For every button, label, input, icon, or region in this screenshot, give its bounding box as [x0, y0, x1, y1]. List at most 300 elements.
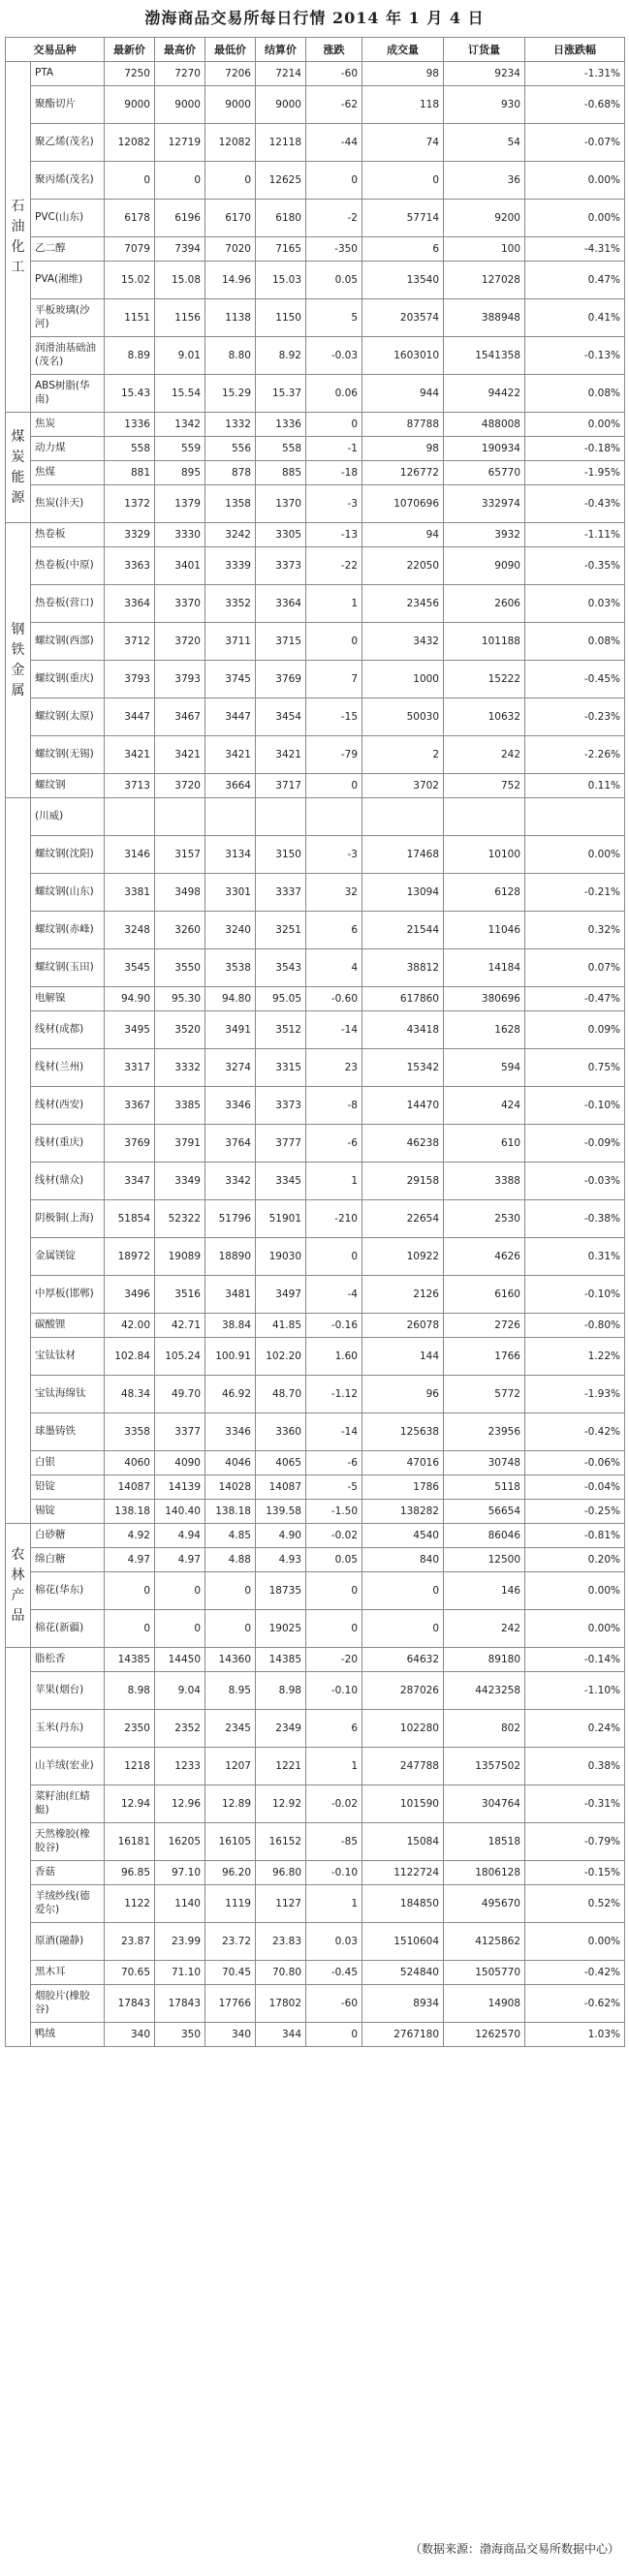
value-cell: 3538 [205, 949, 256, 987]
value-cell: 0.08% [525, 375, 625, 413]
value-cell: -0.81% [525, 1524, 625, 1548]
value-cell: 930 [444, 86, 525, 124]
product-name: 棉花(华东) [31, 1572, 105, 1610]
value-cell: 15.37 [256, 375, 306, 413]
value-cell: 18518 [444, 1823, 525, 1861]
value-cell: 2 [362, 736, 444, 774]
product-name: ABS树脂(华南) [31, 375, 105, 413]
value-cell: 3358 [105, 1413, 155, 1451]
value-cell: 3367 [105, 1087, 155, 1125]
product-name: 焦炭(沣天) [31, 485, 105, 523]
product-name: 聚乙烯(茂名) [31, 124, 105, 162]
table-row [6, 262, 625, 299]
value-cell: 3421 [105, 736, 155, 774]
category-cell: 石 油 化 工 [6, 62, 31, 413]
column-header: 结算价 [256, 38, 306, 62]
value-cell: 1332 [205, 413, 256, 437]
value-cell [444, 798, 525, 836]
value-cell [105, 798, 155, 836]
value-cell: 1140 [155, 1885, 205, 1923]
value-cell: 3345 [256, 1163, 306, 1200]
value-cell: 15.02 [105, 262, 155, 299]
value-cell: 47016 [362, 1451, 444, 1475]
value-cell: 3720 [155, 623, 205, 661]
value-cell: 2606 [444, 585, 525, 623]
value-cell: 340 [105, 2023, 155, 2047]
value-cell: 70.80 [256, 1961, 306, 1985]
table-row [6, 836, 625, 874]
value-cell: 15.29 [205, 375, 256, 413]
value-cell: 1.22% [525, 1338, 625, 1376]
value-cell: 38.84 [205, 1314, 256, 1338]
table-row [6, 1648, 625, 1672]
product-name: 棉花(新疆) [31, 1610, 105, 1648]
table-row [6, 585, 625, 623]
value-cell: 3342 [205, 1163, 256, 1200]
value-cell: 0 [205, 1572, 256, 1610]
table-row [6, 1376, 625, 1413]
value-cell: 56654 [444, 1500, 525, 1524]
value-cell: 3495 [105, 1011, 155, 1049]
value-cell: 3364 [256, 585, 306, 623]
value-cell: -62 [306, 86, 362, 124]
value-cell: 0 [306, 623, 362, 661]
value-cell: 15.03 [256, 262, 306, 299]
value-cell: 3251 [256, 912, 306, 949]
value-cell: 4.90 [256, 1524, 306, 1548]
value-cell: 13540 [362, 262, 444, 299]
table-row [6, 1276, 625, 1314]
value-cell: 1207 [205, 1748, 256, 1785]
value-cell: 1000 [362, 661, 444, 698]
value-cell: 424 [444, 1087, 525, 1125]
value-cell: 14470 [362, 1087, 444, 1125]
product-name: 电解镍 [31, 987, 105, 1011]
value-cell: 840 [362, 1548, 444, 1572]
value-cell: 3793 [105, 661, 155, 698]
value-cell: 43418 [362, 1011, 444, 1049]
table-row [6, 1049, 625, 1087]
product-name: 螺纹钢(玉田) [31, 949, 105, 987]
table-row [6, 547, 625, 585]
value-cell: 5 [306, 299, 362, 337]
value-cell: -0.02 [306, 1524, 362, 1548]
product-name: 焦煤 [31, 461, 105, 485]
value-cell: -0.60 [306, 987, 362, 1011]
value-cell: 42.00 [105, 1314, 155, 1338]
value-cell: 3497 [256, 1276, 306, 1314]
value-cell: 2350 [105, 1710, 155, 1748]
value-cell: -0.03 [306, 337, 362, 375]
value-cell: 0 [306, 162, 362, 200]
value-cell: 1070696 [362, 485, 444, 523]
value-cell: 488008 [444, 413, 525, 437]
value-cell: 8934 [362, 1985, 444, 2023]
value-cell: 3332 [155, 1049, 205, 1087]
product-name: 乙二醇 [31, 237, 105, 262]
value-cell: -350 [306, 237, 362, 262]
table-row [6, 299, 625, 337]
value-cell: 9200 [444, 200, 525, 237]
value-cell: 1806128 [444, 1861, 525, 1885]
value-cell: 3769 [256, 661, 306, 698]
value-cell: 41.85 [256, 1314, 306, 1338]
value-cell: 10100 [444, 836, 525, 874]
value-cell: 332974 [444, 485, 525, 523]
value-cell [205, 798, 256, 836]
value-cell: -1.11% [525, 523, 625, 547]
value-cell: 4.93 [256, 1548, 306, 1572]
value-cell: 23956 [444, 1413, 525, 1451]
value-cell: 6196 [155, 200, 205, 237]
table-row [6, 375, 625, 413]
value-cell: 5772 [444, 1376, 525, 1413]
value-cell: 12118 [256, 124, 306, 162]
value-cell: 10632 [444, 698, 525, 736]
value-cell: 16152 [256, 1823, 306, 1861]
value-cell: 19089 [155, 1238, 205, 1276]
table-row [6, 798, 625, 836]
value-cell: 1342 [155, 413, 205, 437]
value-cell: -0.15% [525, 1861, 625, 1885]
value-cell: 1 [306, 1748, 362, 1785]
value-cell: -1.31% [525, 62, 625, 86]
table-row [6, 1451, 625, 1475]
value-cell: -0.21% [525, 874, 625, 912]
value-cell: 184850 [362, 1885, 444, 1923]
value-cell: 4.97 [105, 1548, 155, 1572]
value-cell: 14028 [205, 1475, 256, 1500]
value-cell: 42.71 [155, 1314, 205, 1338]
value-cell: -0.38% [525, 1200, 625, 1238]
table-row [6, 461, 625, 485]
table-row [6, 1823, 625, 1861]
value-cell: 3315 [256, 1049, 306, 1087]
value-cell: 0.47% [525, 262, 625, 299]
table-row [6, 437, 625, 461]
value-cell: -18 [306, 461, 362, 485]
value-cell: 14360 [205, 1648, 256, 1672]
value-cell: -44 [306, 124, 362, 162]
value-cell: 0.11% [525, 774, 625, 798]
value-cell: 17843 [155, 1985, 205, 2023]
product-name: 烟胶片(橡胶谷) [31, 1985, 105, 2023]
value-cell: -85 [306, 1823, 362, 1861]
value-cell: -0.80% [525, 1314, 625, 1338]
value-cell: -8 [306, 1087, 362, 1125]
value-cell: 3496 [105, 1276, 155, 1314]
value-cell: 3791 [155, 1125, 205, 1163]
product-name: 润滑油基础油(茂名) [31, 337, 105, 375]
value-cell: 6 [306, 1710, 362, 1748]
value-cell: -0.06% [525, 1451, 625, 1475]
column-header: 日涨跌幅 [525, 38, 625, 62]
value-cell: 4.94 [155, 1524, 205, 1548]
category-cell [6, 798, 31, 1524]
value-cell: 4090 [155, 1451, 205, 1475]
value-cell: 12500 [444, 1548, 525, 1572]
product-name: 宝钛海绵钛 [31, 1376, 105, 1413]
value-cell: 4046 [205, 1451, 256, 1475]
value-cell: 3520 [155, 1011, 205, 1049]
value-cell: 1127 [256, 1885, 306, 1923]
value-cell: -1.10% [525, 1672, 625, 1710]
product-name: 铅锭 [31, 1475, 105, 1500]
value-cell: 96.85 [105, 1861, 155, 1885]
value-cell: 3432 [362, 623, 444, 661]
table-row [6, 62, 625, 86]
product-name: 羊绒纱线(德爱尔) [31, 1885, 105, 1923]
value-cell: 0.00% [525, 200, 625, 237]
value-cell: -2.26% [525, 736, 625, 774]
value-cell: 14087 [256, 1475, 306, 1500]
value-cell: 23.87 [105, 1923, 155, 1961]
value-cell: 32 [306, 874, 362, 912]
value-cell: 3363 [105, 547, 155, 585]
product-name: 中厚板(邯郸) [31, 1276, 105, 1314]
value-cell: 895 [155, 461, 205, 485]
product-name: 线材(西安) [31, 1087, 105, 1125]
value-cell: 242 [444, 1610, 525, 1648]
value-cell: 4.85 [205, 1524, 256, 1548]
product-name: 绵白糖 [31, 1548, 105, 1572]
value-cell: 126772 [362, 461, 444, 485]
product-name: 金属镁锭 [31, 1238, 105, 1276]
product-name: 线材(鼎众) [31, 1163, 105, 1200]
value-cell: 1151 [105, 299, 155, 337]
value-cell: -1.50 [306, 1500, 362, 1524]
value-cell: -0.23% [525, 698, 625, 736]
product-name: 热卷板 [31, 523, 105, 547]
value-cell: 1505770 [444, 1961, 525, 1985]
value-cell: 12.96 [155, 1785, 205, 1823]
value-cell: 98 [362, 62, 444, 86]
value-cell: 0.03% [525, 585, 625, 623]
value-cell: 138.18 [105, 1500, 155, 1524]
value-cell: 57714 [362, 200, 444, 237]
value-cell: 3516 [155, 1276, 205, 1314]
value-cell: 7079 [105, 237, 155, 262]
value-cell: -0.45 [306, 1961, 362, 1985]
value-cell: 3545 [105, 949, 155, 987]
table-row [6, 1087, 625, 1125]
table-row [6, 1610, 625, 1648]
value-cell: 0.00% [525, 836, 625, 874]
value-cell: 14385 [256, 1648, 306, 1672]
table-row [6, 1985, 625, 2023]
value-cell: 46.92 [205, 1376, 256, 1413]
value-cell: 14087 [105, 1475, 155, 1500]
value-cell: 19030 [256, 1238, 306, 1276]
value-cell: 36 [444, 162, 525, 200]
column-header: 最高价 [155, 38, 205, 62]
value-cell: 48.70 [256, 1376, 306, 1413]
value-cell: 558 [105, 437, 155, 461]
product-name: 螺纹钢(山东) [31, 874, 105, 912]
value-cell: 6 [362, 237, 444, 262]
value-cell: 94.80 [205, 987, 256, 1011]
value-cell [155, 798, 205, 836]
value-cell: 3512 [256, 1011, 306, 1049]
value-cell: 1221 [256, 1748, 306, 1785]
value-cell: 0 [362, 162, 444, 200]
value-cell: 1119 [205, 1885, 256, 1923]
value-cell: 96.20 [205, 1861, 256, 1885]
value-cell: 7250 [105, 62, 155, 86]
value-cell: -0.14% [525, 1648, 625, 1672]
product-name: 线材(兰州) [31, 1049, 105, 1087]
value-cell: 0.08% [525, 623, 625, 661]
value-cell: 3339 [205, 547, 256, 585]
value-cell: 3385 [155, 1087, 205, 1125]
product-name: 聚丙烯(茂名) [31, 162, 105, 200]
value-cell: 3717 [256, 774, 306, 798]
value-cell: 15222 [444, 661, 525, 698]
value-cell: 0 [362, 1572, 444, 1610]
value-cell: 9090 [444, 547, 525, 585]
value-cell [525, 798, 625, 836]
value-cell: 885 [256, 461, 306, 485]
value-cell: -5 [306, 1475, 362, 1500]
value-cell: 46238 [362, 1125, 444, 1163]
value-cell: -0.18% [525, 437, 625, 461]
value-cell: 247788 [362, 1748, 444, 1785]
value-cell: 0.38% [525, 1748, 625, 1785]
product-name: PVC(山东) [31, 200, 105, 237]
value-cell: 1510604 [362, 1923, 444, 1961]
product-name: 山羊绒(宏业) [31, 1748, 105, 1785]
value-cell: 1336 [105, 413, 155, 437]
product-name: 宝钛钛材 [31, 1338, 105, 1376]
product-name: 焦炭 [31, 413, 105, 437]
category-cell: 钢 铁 金 属 [6, 523, 31, 798]
value-cell: -13 [306, 523, 362, 547]
value-cell: 0 [306, 774, 362, 798]
product-name: 天然橡胶(橡胶谷) [31, 1823, 105, 1861]
value-cell: 3421 [155, 736, 205, 774]
table-row [6, 1524, 625, 1548]
value-cell: 6 [306, 912, 362, 949]
value-cell: 4626 [444, 1238, 525, 1276]
value-cell: -0.42% [525, 1413, 625, 1451]
product-name: 线材(重庆) [31, 1125, 105, 1163]
value-cell: 0 [105, 162, 155, 200]
table-row [6, 1748, 625, 1785]
value-cell: 0.00% [525, 162, 625, 200]
value-cell: 3330 [155, 523, 205, 547]
table-row [6, 987, 625, 1011]
value-cell: 3352 [205, 585, 256, 623]
value-cell: 23.99 [155, 1923, 205, 1961]
value-cell: 9000 [155, 86, 205, 124]
value-cell: 1.60 [306, 1338, 362, 1376]
value-cell: -0.02 [306, 1785, 362, 1823]
value-cell: 14139 [155, 1475, 205, 1500]
value-cell: 556 [205, 437, 256, 461]
column-header: 成交量 [362, 38, 444, 62]
value-cell: 14908 [444, 1985, 525, 2023]
value-cell: 3260 [155, 912, 205, 949]
table-row [6, 1413, 625, 1451]
value-cell: 16181 [105, 1823, 155, 1861]
product-name: 线材(成都) [31, 1011, 105, 1049]
value-cell: 617860 [362, 987, 444, 1011]
value-cell: 3550 [155, 949, 205, 987]
value-cell: 87788 [362, 413, 444, 437]
product-name: 螺纹钢(重庆) [31, 661, 105, 698]
value-cell: 9000 [256, 86, 306, 124]
value-cell: 3454 [256, 698, 306, 736]
value-cell: 3711 [205, 623, 256, 661]
value-cell: 15.54 [155, 375, 205, 413]
value-cell: 64632 [362, 1648, 444, 1672]
value-cell: 49.70 [155, 1376, 205, 1413]
product-name: 香菇 [31, 1861, 105, 1885]
value-cell: -3 [306, 485, 362, 523]
value-cell: 881 [105, 461, 155, 485]
value-cell: 9000 [205, 86, 256, 124]
value-cell: 100 [444, 237, 525, 262]
table-row [6, 1710, 625, 1748]
value-cell: 6178 [105, 200, 155, 237]
value-cell: 0 [306, 2023, 362, 2047]
value-cell: 610 [444, 1125, 525, 1163]
value-cell: 17843 [105, 1985, 155, 2023]
product-name: 热卷板(营口) [31, 585, 105, 623]
value-cell: 102280 [362, 1710, 444, 1748]
value-cell: 15084 [362, 1823, 444, 1861]
value-cell: 7214 [256, 62, 306, 86]
value-cell: 15.08 [155, 262, 205, 299]
value-cell: 3702 [362, 774, 444, 798]
value-cell: -0.10 [306, 1861, 362, 1885]
value-cell: 3481 [205, 1276, 256, 1314]
value-cell: 4 [306, 949, 362, 987]
value-cell: 70.65 [105, 1961, 155, 1985]
value-cell: 0.05 [306, 262, 362, 299]
value-cell: 4.92 [105, 1524, 155, 1548]
value-cell: 0 [362, 1610, 444, 1648]
value-cell: 2349 [256, 1710, 306, 1748]
value-cell: 3240 [205, 912, 256, 949]
value-cell: -60 [306, 1985, 362, 2023]
value-cell: 0 [155, 1610, 205, 1648]
table-row [6, 1238, 625, 1276]
value-cell: 125638 [362, 1413, 444, 1451]
value-cell: 102.84 [105, 1338, 155, 1376]
table-row [6, 774, 625, 798]
value-cell: 18972 [105, 1238, 155, 1276]
value-cell: 21544 [362, 912, 444, 949]
table-row [6, 86, 625, 124]
value-cell: -0.43% [525, 485, 625, 523]
value-cell: 118 [362, 86, 444, 124]
value-cell: 0.00% [525, 1923, 625, 1961]
value-cell: 30748 [444, 1451, 525, 1475]
value-cell: 12082 [205, 124, 256, 162]
product-name: 原酒(融静) [31, 1923, 105, 1961]
value-cell: -4.31% [525, 237, 625, 262]
value-cell: 3764 [205, 1125, 256, 1163]
value-cell: 3347 [105, 1163, 155, 1200]
value-cell: 0.00% [525, 1572, 625, 1610]
value-cell: 4.97 [155, 1548, 205, 1572]
value-cell: 388948 [444, 299, 525, 337]
table-row [6, 162, 625, 200]
value-cell: -22 [306, 547, 362, 585]
product-name: PTA [31, 62, 105, 86]
value-cell: 16105 [205, 1823, 256, 1861]
